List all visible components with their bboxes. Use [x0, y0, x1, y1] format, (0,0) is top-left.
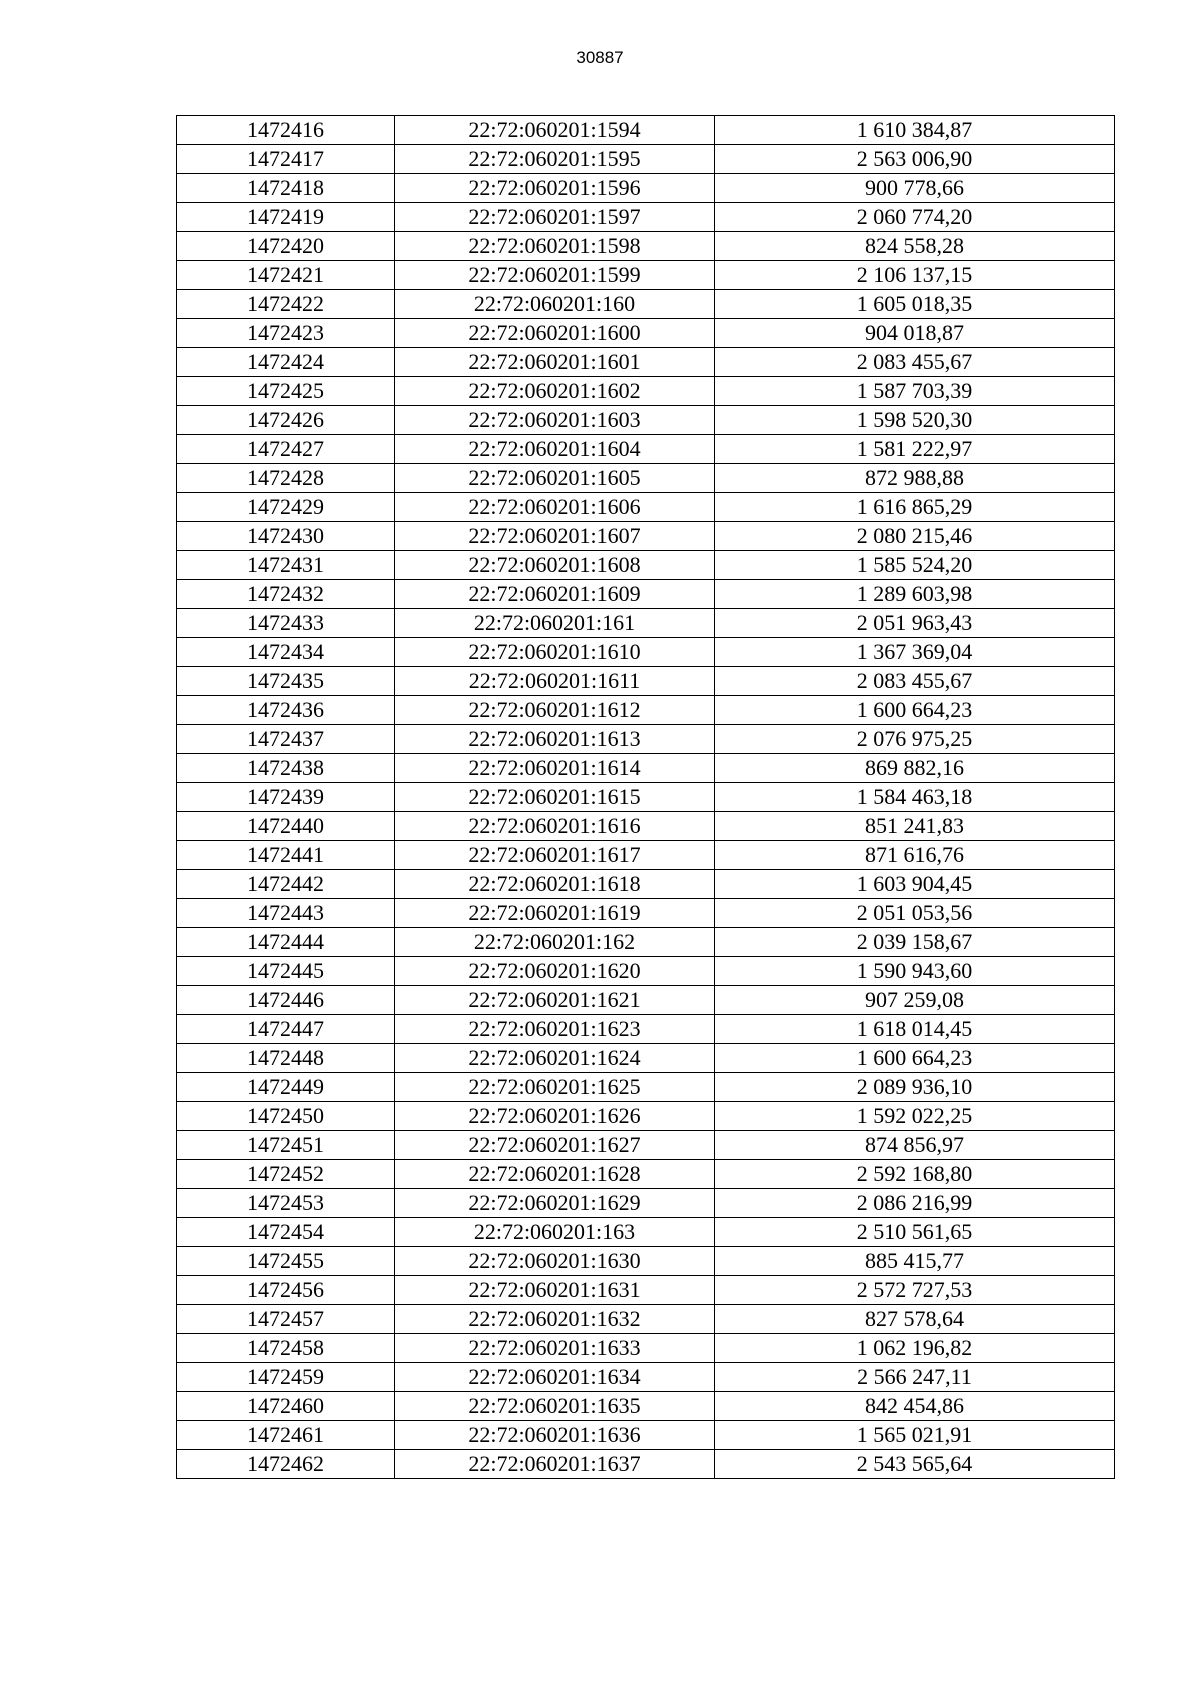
table-row — [177, 116, 1115, 145]
cadastral-number-cell: 22:72:060201:1611 — [395, 667, 715, 696]
row-number-cell: 1472424 — [177, 348, 395, 377]
row-number-cell: 1472430 — [177, 522, 395, 551]
cadastral-number-cell: 22:72:060201:1616 — [395, 812, 715, 841]
row-number-cell: 1472438 — [177, 754, 395, 783]
cadastral-value-cell: 871 616,76 — [715, 841, 1115, 870]
cadastral-value-table — [176, 115, 1115, 1479]
row-number-cell: 1472451 — [177, 1131, 395, 1160]
table-row — [177, 1276, 1115, 1305]
cadastral-value-cell: 2 106 137,15 — [715, 261, 1115, 290]
table-row — [177, 348, 1115, 377]
table-row — [177, 696, 1115, 725]
cadastral-number-cell: 22:72:060201:1609 — [395, 580, 715, 609]
cadastral-value-cell: 2 592 168,80 — [715, 1160, 1115, 1189]
cadastral-value-cell: 2 563 006,90 — [715, 145, 1115, 174]
cadastral-value-cell: 2 572 727,53 — [715, 1276, 1115, 1305]
row-number-cell: 1472461 — [177, 1421, 395, 1450]
cadastral-value-cell: 1 616 865,29 — [715, 493, 1115, 522]
table-row — [177, 580, 1115, 609]
cadastral-number-cell: 22:72:060201:1606 — [395, 493, 715, 522]
cadastral-number-cell: 22:72:060201:1627 — [395, 1131, 715, 1160]
cadastral-value-cell: 2 083 455,67 — [715, 667, 1115, 696]
cadastral-number-cell: 22:72:060201:1636 — [395, 1421, 715, 1450]
table-row — [177, 1363, 1115, 1392]
row-number-cell: 1472432 — [177, 580, 395, 609]
cadastral-value-cell: 2 566 247,11 — [715, 1363, 1115, 1392]
table-body — [177, 116, 1115, 1479]
cadastral-number-cell: 22:72:060201:161 — [395, 609, 715, 638]
cadastral-number-cell: 22:72:060201:1630 — [395, 1247, 715, 1276]
row-number-cell: 1472423 — [177, 319, 395, 348]
table-row — [177, 406, 1115, 435]
cadastral-number-cell: 22:72:060201:1621 — [395, 986, 715, 1015]
row-number-cell: 1472459 — [177, 1363, 395, 1392]
cadastral-number-cell: 22:72:060201:1634 — [395, 1363, 715, 1392]
cadastral-number-cell: 22:72:060201:1613 — [395, 725, 715, 754]
table-row — [177, 841, 1115, 870]
row-number-cell: 1472452 — [177, 1160, 395, 1189]
row-number-cell: 1472421 — [177, 261, 395, 290]
row-number-cell: 1472454 — [177, 1218, 395, 1247]
cadastral-value-cell: 2 039 158,67 — [715, 928, 1115, 957]
table-row — [177, 1305, 1115, 1334]
table-row — [177, 638, 1115, 667]
cadastral-value-cell: 1 585 524,20 — [715, 551, 1115, 580]
table-row — [177, 464, 1115, 493]
cadastral-number-cell: 22:72:060201:1599 — [395, 261, 715, 290]
table-row — [177, 725, 1115, 754]
cadastral-value-cell: 885 415,77 — [715, 1247, 1115, 1276]
row-number-cell: 1472422 — [177, 290, 395, 319]
table-row — [177, 783, 1115, 812]
cadastral-number-cell: 22:72:060201:1597 — [395, 203, 715, 232]
cadastral-number-cell: 22:72:060201:1628 — [395, 1160, 715, 1189]
cadastral-number-cell: 22:72:060201:1633 — [395, 1334, 715, 1363]
table-row — [177, 493, 1115, 522]
row-number-cell: 1472428 — [177, 464, 395, 493]
row-number-cell: 1472435 — [177, 667, 395, 696]
table-row — [177, 319, 1115, 348]
table-row — [177, 1334, 1115, 1363]
cadastral-number-cell: 22:72:060201:1598 — [395, 232, 715, 261]
table-row — [177, 812, 1115, 841]
cadastral-value-cell: 874 856,97 — [715, 1131, 1115, 1160]
row-number-cell: 1472460 — [177, 1392, 395, 1421]
table-row — [177, 290, 1115, 319]
row-number-cell: 1472449 — [177, 1073, 395, 1102]
row-number-cell: 1472439 — [177, 783, 395, 812]
row-number-cell: 1472416 — [177, 116, 395, 145]
page-number: 30887 — [576, 48, 624, 67]
cadastral-number-cell: 22:72:060201:1614 — [395, 754, 715, 783]
cadastral-value-cell: 1 610 384,87 — [715, 116, 1115, 145]
cadastral-value-cell: 1 598 520,30 — [715, 406, 1115, 435]
row-number-cell: 1472446 — [177, 986, 395, 1015]
row-number-cell: 1472418 — [177, 174, 395, 203]
cadastral-number-cell: 22:72:060201:162 — [395, 928, 715, 957]
cadastral-number-cell: 22:72:060201:1617 — [395, 841, 715, 870]
cadastral-value-cell: 2 510 561,65 — [715, 1218, 1115, 1247]
cadastral-number-cell: 22:72:060201:1610 — [395, 638, 715, 667]
cadastral-number-cell: 22:72:060201:1625 — [395, 1073, 715, 1102]
cadastral-value-cell: 2 086 216,99 — [715, 1189, 1115, 1218]
row-number-cell: 1472434 — [177, 638, 395, 667]
table-row — [177, 667, 1115, 696]
cadastral-number-cell: 22:72:060201:1635 — [395, 1392, 715, 1421]
table-row — [177, 754, 1115, 783]
cadastral-value-cell: 2 060 774,20 — [715, 203, 1115, 232]
row-number-cell: 1472442 — [177, 870, 395, 899]
cadastral-number-cell: 22:72:060201:1603 — [395, 406, 715, 435]
row-number-cell: 1472457 — [177, 1305, 395, 1334]
row-number-cell: 1472433 — [177, 609, 395, 638]
cadastral-number-cell: 22:72:060201:1607 — [395, 522, 715, 551]
cadastral-value-cell: 872 988,88 — [715, 464, 1115, 493]
table-row — [177, 1392, 1115, 1421]
table-row — [177, 174, 1115, 203]
cadastral-value-cell: 842 454,86 — [715, 1392, 1115, 1421]
table-row — [177, 1189, 1115, 1218]
cadastral-number-cell: 22:72:060201:1608 — [395, 551, 715, 580]
row-number-cell: 1472436 — [177, 696, 395, 725]
cadastral-number-cell: 22:72:060201:1631 — [395, 1276, 715, 1305]
cadastral-number-cell: 22:72:060201:1629 — [395, 1189, 715, 1218]
row-number-cell: 1472425 — [177, 377, 395, 406]
cadastral-number-cell: 22:72:060201:1594 — [395, 116, 715, 145]
cadastral-value-cell: 1 600 664,23 — [715, 1044, 1115, 1073]
table-row — [177, 1247, 1115, 1276]
table-row — [177, 232, 1115, 261]
table-row — [177, 261, 1115, 290]
table-row — [177, 609, 1115, 638]
cadastral-value-cell: 2 083 455,67 — [715, 348, 1115, 377]
table-row — [177, 899, 1115, 928]
cadastral-number-cell: 22:72:060201:1602 — [395, 377, 715, 406]
cadastral-number-cell: 22:72:060201:1604 — [395, 435, 715, 464]
cadastral-number-cell: 22:72:060201:1596 — [395, 174, 715, 203]
row-number-cell: 1472448 — [177, 1044, 395, 1073]
row-number-cell: 1472443 — [177, 899, 395, 928]
cadastral-number-cell: 22:72:060201:163 — [395, 1218, 715, 1247]
cadastral-value-cell: 1 289 603,98 — [715, 580, 1115, 609]
row-number-cell: 1472440 — [177, 812, 395, 841]
cadastral-value-cell: 1 584 463,18 — [715, 783, 1115, 812]
cadastral-value-cell: 869 882,16 — [715, 754, 1115, 783]
table-row — [177, 870, 1115, 899]
cadastral-number-cell: 22:72:060201:1595 — [395, 145, 715, 174]
cadastral-value-cell: 2 089 936,10 — [715, 1073, 1115, 1102]
row-number-cell: 1472456 — [177, 1276, 395, 1305]
table-row — [177, 203, 1115, 232]
cadastral-number-cell: 22:72:060201:1619 — [395, 899, 715, 928]
cadastral-number-cell: 22:72:060201:1626 — [395, 1102, 715, 1131]
table-row — [177, 1160, 1115, 1189]
cadastral-number-cell: 22:72:060201:1618 — [395, 870, 715, 899]
row-number-cell: 1472441 — [177, 841, 395, 870]
row-number-cell: 1472427 — [177, 435, 395, 464]
cadastral-value-cell: 1 565 021,91 — [715, 1421, 1115, 1450]
table-row — [177, 1102, 1115, 1131]
cadastral-value-cell: 851 241,83 — [715, 812, 1115, 841]
table-row — [177, 1218, 1115, 1247]
cadastral-number-cell: 22:72:060201:1601 — [395, 348, 715, 377]
row-number-cell: 1472426 — [177, 406, 395, 435]
cadastral-value-cell: 2 080 215,46 — [715, 522, 1115, 551]
table-row — [177, 1131, 1115, 1160]
table-row — [177, 1015, 1115, 1044]
cadastral-number-cell: 22:72:060201:1615 — [395, 783, 715, 812]
cadastral-number-cell: 22:72:060201:1620 — [395, 957, 715, 986]
cadastral-value-cell: 1 592 022,25 — [715, 1102, 1115, 1131]
row-number-cell: 1472419 — [177, 203, 395, 232]
table-row — [177, 435, 1115, 464]
table-row — [177, 1450, 1115, 1479]
cadastral-value-cell: 2 051 963,43 — [715, 609, 1115, 638]
cadastral-value-cell: 1 600 664,23 — [715, 696, 1115, 725]
cadastral-value-cell: 1 581 222,97 — [715, 435, 1115, 464]
cadastral-value-cell: 1 062 196,82 — [715, 1334, 1115, 1363]
cadastral-value-cell: 1 367 369,04 — [715, 638, 1115, 667]
row-number-cell: 1472462 — [177, 1450, 395, 1479]
table-row — [177, 1421, 1115, 1450]
table-row — [177, 1044, 1115, 1073]
row-number-cell: 1472458 — [177, 1334, 395, 1363]
cadastral-value-cell: 1 618 014,45 — [715, 1015, 1115, 1044]
cadastral-value-cell: 1 605 018,35 — [715, 290, 1115, 319]
row-number-cell: 1472450 — [177, 1102, 395, 1131]
table-row — [177, 551, 1115, 580]
row-number-cell: 1472431 — [177, 551, 395, 580]
cadastral-number-cell: 22:72:060201:1623 — [395, 1015, 715, 1044]
row-number-cell: 1472444 — [177, 928, 395, 957]
cadastral-number-cell: 22:72:060201:160 — [395, 290, 715, 319]
row-number-cell: 1472437 — [177, 725, 395, 754]
cadastral-number-cell: 22:72:060201:1624 — [395, 1044, 715, 1073]
cadastral-value-cell: 1 603 904,45 — [715, 870, 1115, 899]
row-number-cell: 1472455 — [177, 1247, 395, 1276]
cadastral-value-cell: 907 259,08 — [715, 986, 1115, 1015]
row-number-cell: 1472447 — [177, 1015, 395, 1044]
table-row — [177, 377, 1115, 406]
cadastral-number-cell: 22:72:060201:1632 — [395, 1305, 715, 1334]
cadastral-number-cell: 22:72:060201:1605 — [395, 464, 715, 493]
cadastral-value-cell: 2 051 053,56 — [715, 899, 1115, 928]
row-number-cell: 1472445 — [177, 957, 395, 986]
cadastral-value-cell: 2 076 975,25 — [715, 725, 1115, 754]
table-row — [177, 986, 1115, 1015]
table-row — [177, 957, 1115, 986]
cadastral-number-cell: 22:72:060201:1637 — [395, 1450, 715, 1479]
cadastral-number-cell: 22:72:060201:1600 — [395, 319, 715, 348]
table-row — [177, 145, 1115, 174]
table-row — [177, 1073, 1115, 1102]
cadastral-value-cell: 1 587 703,39 — [715, 377, 1115, 406]
row-number-cell: 1472420 — [177, 232, 395, 261]
cadastral-value-cell: 824 558,28 — [715, 232, 1115, 261]
cadastral-value-cell: 2 543 565,64 — [715, 1450, 1115, 1479]
cadastral-value-cell: 904 018,87 — [715, 319, 1115, 348]
row-number-cell: 1472429 — [177, 493, 395, 522]
cadastral-value-cell: 900 778,66 — [715, 174, 1115, 203]
row-number-cell: 1472453 — [177, 1189, 395, 1218]
table-row — [177, 928, 1115, 957]
cadastral-value-cell: 1 590 943,60 — [715, 957, 1115, 986]
table-row — [177, 522, 1115, 551]
row-number-cell: 1472417 — [177, 145, 395, 174]
cadastral-number-cell: 22:72:060201:1612 — [395, 696, 715, 725]
cadastral-value-cell: 827 578,64 — [715, 1305, 1115, 1334]
